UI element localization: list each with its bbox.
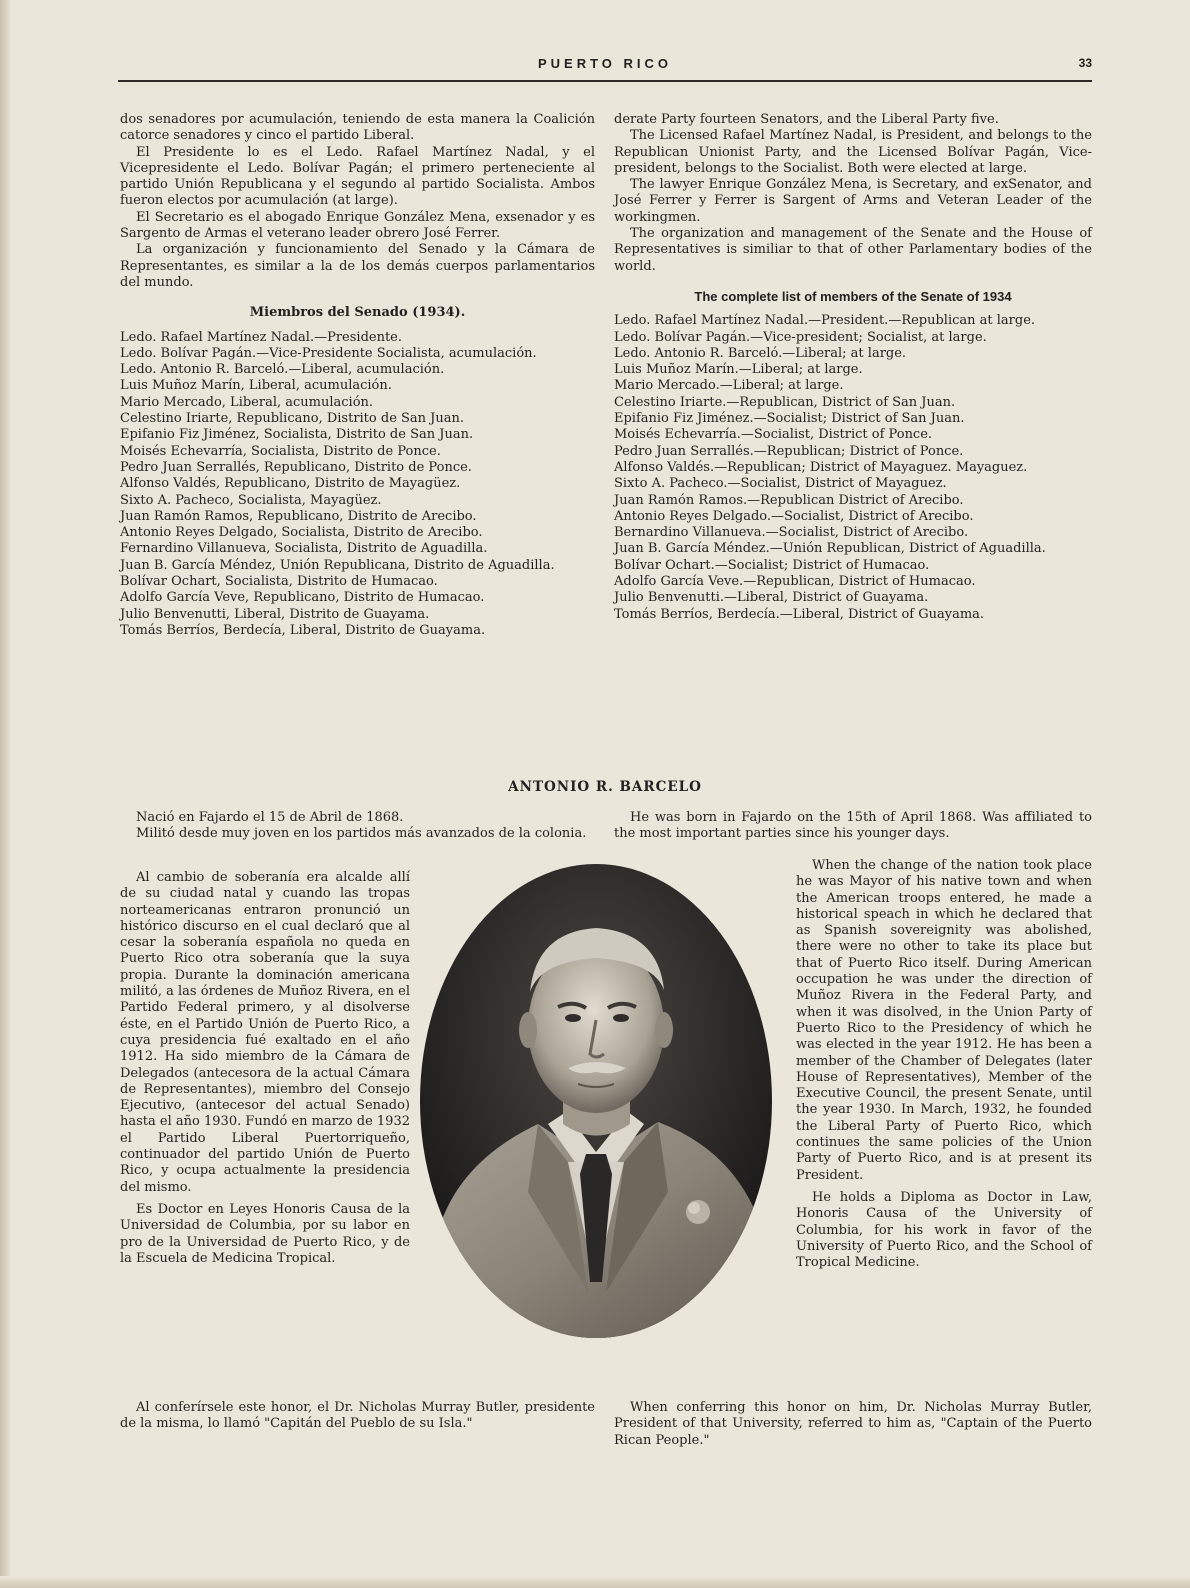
list-item: Juan Ramón Ramos.—Republican District of Arecibo. xyxy=(614,492,964,508)
bio-paragraph: He holds a Diploma as Doctor in Law, Honoris Causa of the University of Columbia, for his work in favor of the University of Puerto Rico, and the School of Tropical Medicine. xyxy=(796,1189,1092,1271)
page-header xyxy=(118,52,1092,76)
list-item: Tomás Berríos, Berdecía, Liberal, Distrito de Guayama. xyxy=(120,622,486,638)
page-edge-bottom xyxy=(0,1576,1190,1588)
portrait-photo xyxy=(418,862,774,1340)
list-item: Moisés Echevarría, Socialista, Distrito de Ponce. xyxy=(120,443,441,459)
bio-english-bottom xyxy=(614,1400,1092,1449)
list-item: Luis Muñoz Marín.—Liberal; at large. xyxy=(614,362,863,378)
spanish-column xyxy=(120,112,595,639)
list-item: Bernardino Villanueva.—Socialist, District of Arecibo. xyxy=(614,525,969,541)
bio-paragraph: Es Doctor en Leyes Honoris Causa de la Universidad de Columbia, por su labor en pro de la Universidad de Puerto Rico, y de la Escuela de Medicina Tropical. xyxy=(120,1201,410,1266)
spanish-paragraph: dos senadores por acumulación, teniendo de esta manera la Coalición catorce senadores y cinco el partido Liberal. xyxy=(120,112,595,144)
bio-paragraph: When conferring this honor on him, Dr. Nicholas Murray Butler, President of that University, referred to him as, "Captain of the Puerto Rican People." xyxy=(614,1400,1092,1448)
english-member-list xyxy=(614,313,1092,623)
list-item: Alfonso Valdés.—Republican; District of Mayaguez. Mayaguez. xyxy=(614,459,1028,475)
bio-paragraph: Al cambio de soberanía era alcalde allí de su ciudad natal y cuando las tropas norteamericanas entraron pronunció un histórico discurso en el cual declaró que al cesar la soberanía española no queda en Puerto Rico otra soberanía que la suya propia. Durante la dominación americana militó, a las órdenes de Muñoz Rivera, en el Partido Federal primero, y al disolverse éste, en el Partido Unión de Puerto Rico, a cuya presidencia fué exaltado en el año 1912. Ha sido miembro de la Cámara de Delegados (antecesora de la actual Cámara de Representantes), miembro del Consejo Ejecutivo, (antecesor del actual Senado) hasta el año 1930. Fundó en marzo de 1932 el Partido Liberal Puertorriqueño, continuador del partido Unión de Puerto Rico, y ocupa actualmente la presidencia del mismo. xyxy=(120,870,410,1195)
page-edge-left xyxy=(0,0,10,1588)
english-column xyxy=(614,112,1092,623)
bio-spanish-bottom xyxy=(120,1400,595,1433)
list-item: Julio Benvenutti, Liberal, Distrito de Guayama. xyxy=(120,606,430,622)
bio-paragraph: Nació en Fajardo el 15 de Abril de 1868. xyxy=(136,810,404,825)
list-item: Celestino Iriarte.—Republican, District of San Juan. xyxy=(614,394,956,410)
list-item: Juan Ramón Ramos, Republicano, Distrito de Arecibo. xyxy=(120,508,477,524)
bio-paragraph: Al conferírsele este honor, el Dr. Nicholas Murray Butler, presidente de la misma, lo llamó "Capitán del Pueblo de su Isla." xyxy=(120,1400,595,1432)
bio-section-title: ANTONIO R. BARCELO xyxy=(508,779,702,795)
list-item: Sixto A. Pacheco, Socialista, Mayagüez. xyxy=(120,492,382,508)
list-item: Epifanio Fiz Jiménez, Socialista, Distrito de San Juan. xyxy=(120,427,474,443)
header-rule xyxy=(118,80,1092,82)
list-item: Mario Mercado.—Liberal; at large. xyxy=(614,378,844,394)
bio-paragraph: He was born in Fajardo on the 15th of April 1868. Was affiliated to the most important parties since his younger days. xyxy=(614,810,1092,842)
list-item: Ledo. Rafael Martínez Nadal.—President.—Republican at large. xyxy=(614,313,1036,329)
running-head: PUERTO RICO xyxy=(537,56,673,71)
list-item: Sixto A. Pacheco.—Socialist, District of Mayaguez. xyxy=(614,476,947,492)
list-item: Epifanio Fiz Jiménez.—Socialist; District of San Juan. xyxy=(614,411,965,427)
list-item: Ledo. Bolívar Pagán.—Vice-Presidente Socialista, acumulación. xyxy=(120,345,537,361)
list-item: Adolfo García Veve, Republicano, Distrito de Humacao. xyxy=(120,590,485,606)
list-item: Moisés Echevarría.—Socialist, District of Ponce. xyxy=(614,427,933,443)
spanish-paragraph: El Secretario es el abogado Enrique González Mena, exsenador y es Sargento de Armas el veterano leader obrero José Ferrer. xyxy=(120,209,595,242)
list-item: Ledo. Antonio R. Barceló.—Liberal; at large. xyxy=(614,345,907,361)
list-item: Ledo. Antonio R. Barceló.—Liberal, acumulación. xyxy=(120,362,445,378)
bio-english-wrap xyxy=(796,858,1092,1271)
bio-spanish-wrap xyxy=(120,870,410,1267)
list-item: Pedro Juan Serrallés.—Republican; District of Ponce. xyxy=(614,443,964,459)
bio-english-top xyxy=(614,810,1092,843)
spanish-member-list xyxy=(120,330,595,640)
list-item: Antonio Reyes Delgado, Socialista, Distrito de Arecibo. xyxy=(120,525,483,541)
list-item: Fernardino Villanueva, Socialista, Distrito de Aguadilla. xyxy=(120,541,488,557)
spanish-list-title: Miembros del Senado (1934). xyxy=(249,305,466,321)
list-item: Bolívar Ochart.—Socialist; District of Humacao. xyxy=(614,557,930,573)
spanish-paragraph: La organización y funcionamiento del Senado y la Cámara de Representantes, es similar a la de los demás cuerpos parlamentarios del mundo. xyxy=(120,242,595,290)
english-paragraph: derate Party fourteen Senators, and the Liberal Party five. xyxy=(614,112,999,127)
list-item: Juan B. García Méndez.—Unión Republican, District of Aguadilla. xyxy=(614,541,1046,557)
list-item: Tomás Berríos, Berdecía.—Liberal, District of Guayama. xyxy=(614,606,985,622)
list-item: Juan B. García Méndez, Unión Republicana, Distrito de Aguadilla. xyxy=(120,557,555,573)
bio-paragraph: When the change of the nation took place he was Mayor of his native town and when the American troops entered, he made a historical speach in which he declared that as Spanish sovereignity was abolished, there were no other to take its place but that of Puerto Rico itself. During American occupation he was under the direction of Muñoz Rivera in the Federal Party, and when it was disolved, in the Union Party of Puerto Rico to the Presidency of which he was elected in the year 1912. He has been a member of the Chamber of Delegates (later House of Representatives), Member of the Executive Council, the present Senate, until the year 1930. In March, 1932, he founded the Liberal Party of Puerto Rico, which continues the same policies of the Union Party of Puerto Rico, and is at present its President. xyxy=(796,858,1092,1183)
list-item: Luis Muñoz Marín, Liberal, acumulación. xyxy=(120,378,392,394)
list-item: Alfonso Valdés, Republicano, Distrito de Mayagüez. xyxy=(120,476,461,492)
bio-spanish-top xyxy=(120,810,595,843)
list-item: Julio Benvenutti.—Liberal, District of Guayama. xyxy=(614,590,929,606)
list-item: Pedro Juan Serrallés, Republicano, Distrito de Ponce. xyxy=(120,459,472,475)
english-paragraph: The lawyer Enrique González Mena, is Secretary, and exSenator, and José Ferrer y Ferrer is Sargent of Arms and Veteran Leader of the workingmen. xyxy=(614,177,1092,225)
english-list-title: The complete list of members of the Senate of 1934 xyxy=(694,288,1012,304)
list-item: Ledo. Bolívar Pagán.—Vice-president; Socialist, at large. xyxy=(614,329,987,345)
list-item: Celestino Iriarte, Republicano, Distrito de San Juan. xyxy=(120,411,465,427)
list-item: Mario Mercado, Liberal, acumulación. xyxy=(120,394,374,410)
list-item: Adolfo García Veve.—Republican, District of Humacao. xyxy=(614,574,976,590)
english-paragraph: The organization and management of the Senate and the House of Representatives is similiar to that of other Parlamentary bodies of the world. xyxy=(614,226,1092,274)
spanish-paragraph: El Presidente lo es el Ledo. Rafael Martínez Nadal, y el Vicepresidente el Ledo. Bolívar Pagán; el primero perteneciente al partido Unión Republicana y el segundo al partido Socialista. Ambos fueron electos por acumulación (at large). xyxy=(120,144,595,209)
list-item: Ledo. Rafael Martínez Nadal.—Presidente. xyxy=(120,329,403,345)
bio-paragraph: Militó desde muy joven en los partidos más avanzados de la colonia. xyxy=(136,826,587,842)
list-item: Antonio Reyes Delgado.—Socialist, District of Arecibo. xyxy=(614,508,974,524)
page-number: 33 xyxy=(1078,56,1092,70)
list-item: Bolívar Ochart, Socialista, Distrito de Humacao. xyxy=(120,574,438,590)
english-paragraph: The Licensed Rafael Martínez Nadal, is President, and belongs to the Republican Unionist Party, and the Licensed Bolívar Pagán, Vice-president, belongs to the Socialist. Both were elected at large. xyxy=(614,128,1092,176)
